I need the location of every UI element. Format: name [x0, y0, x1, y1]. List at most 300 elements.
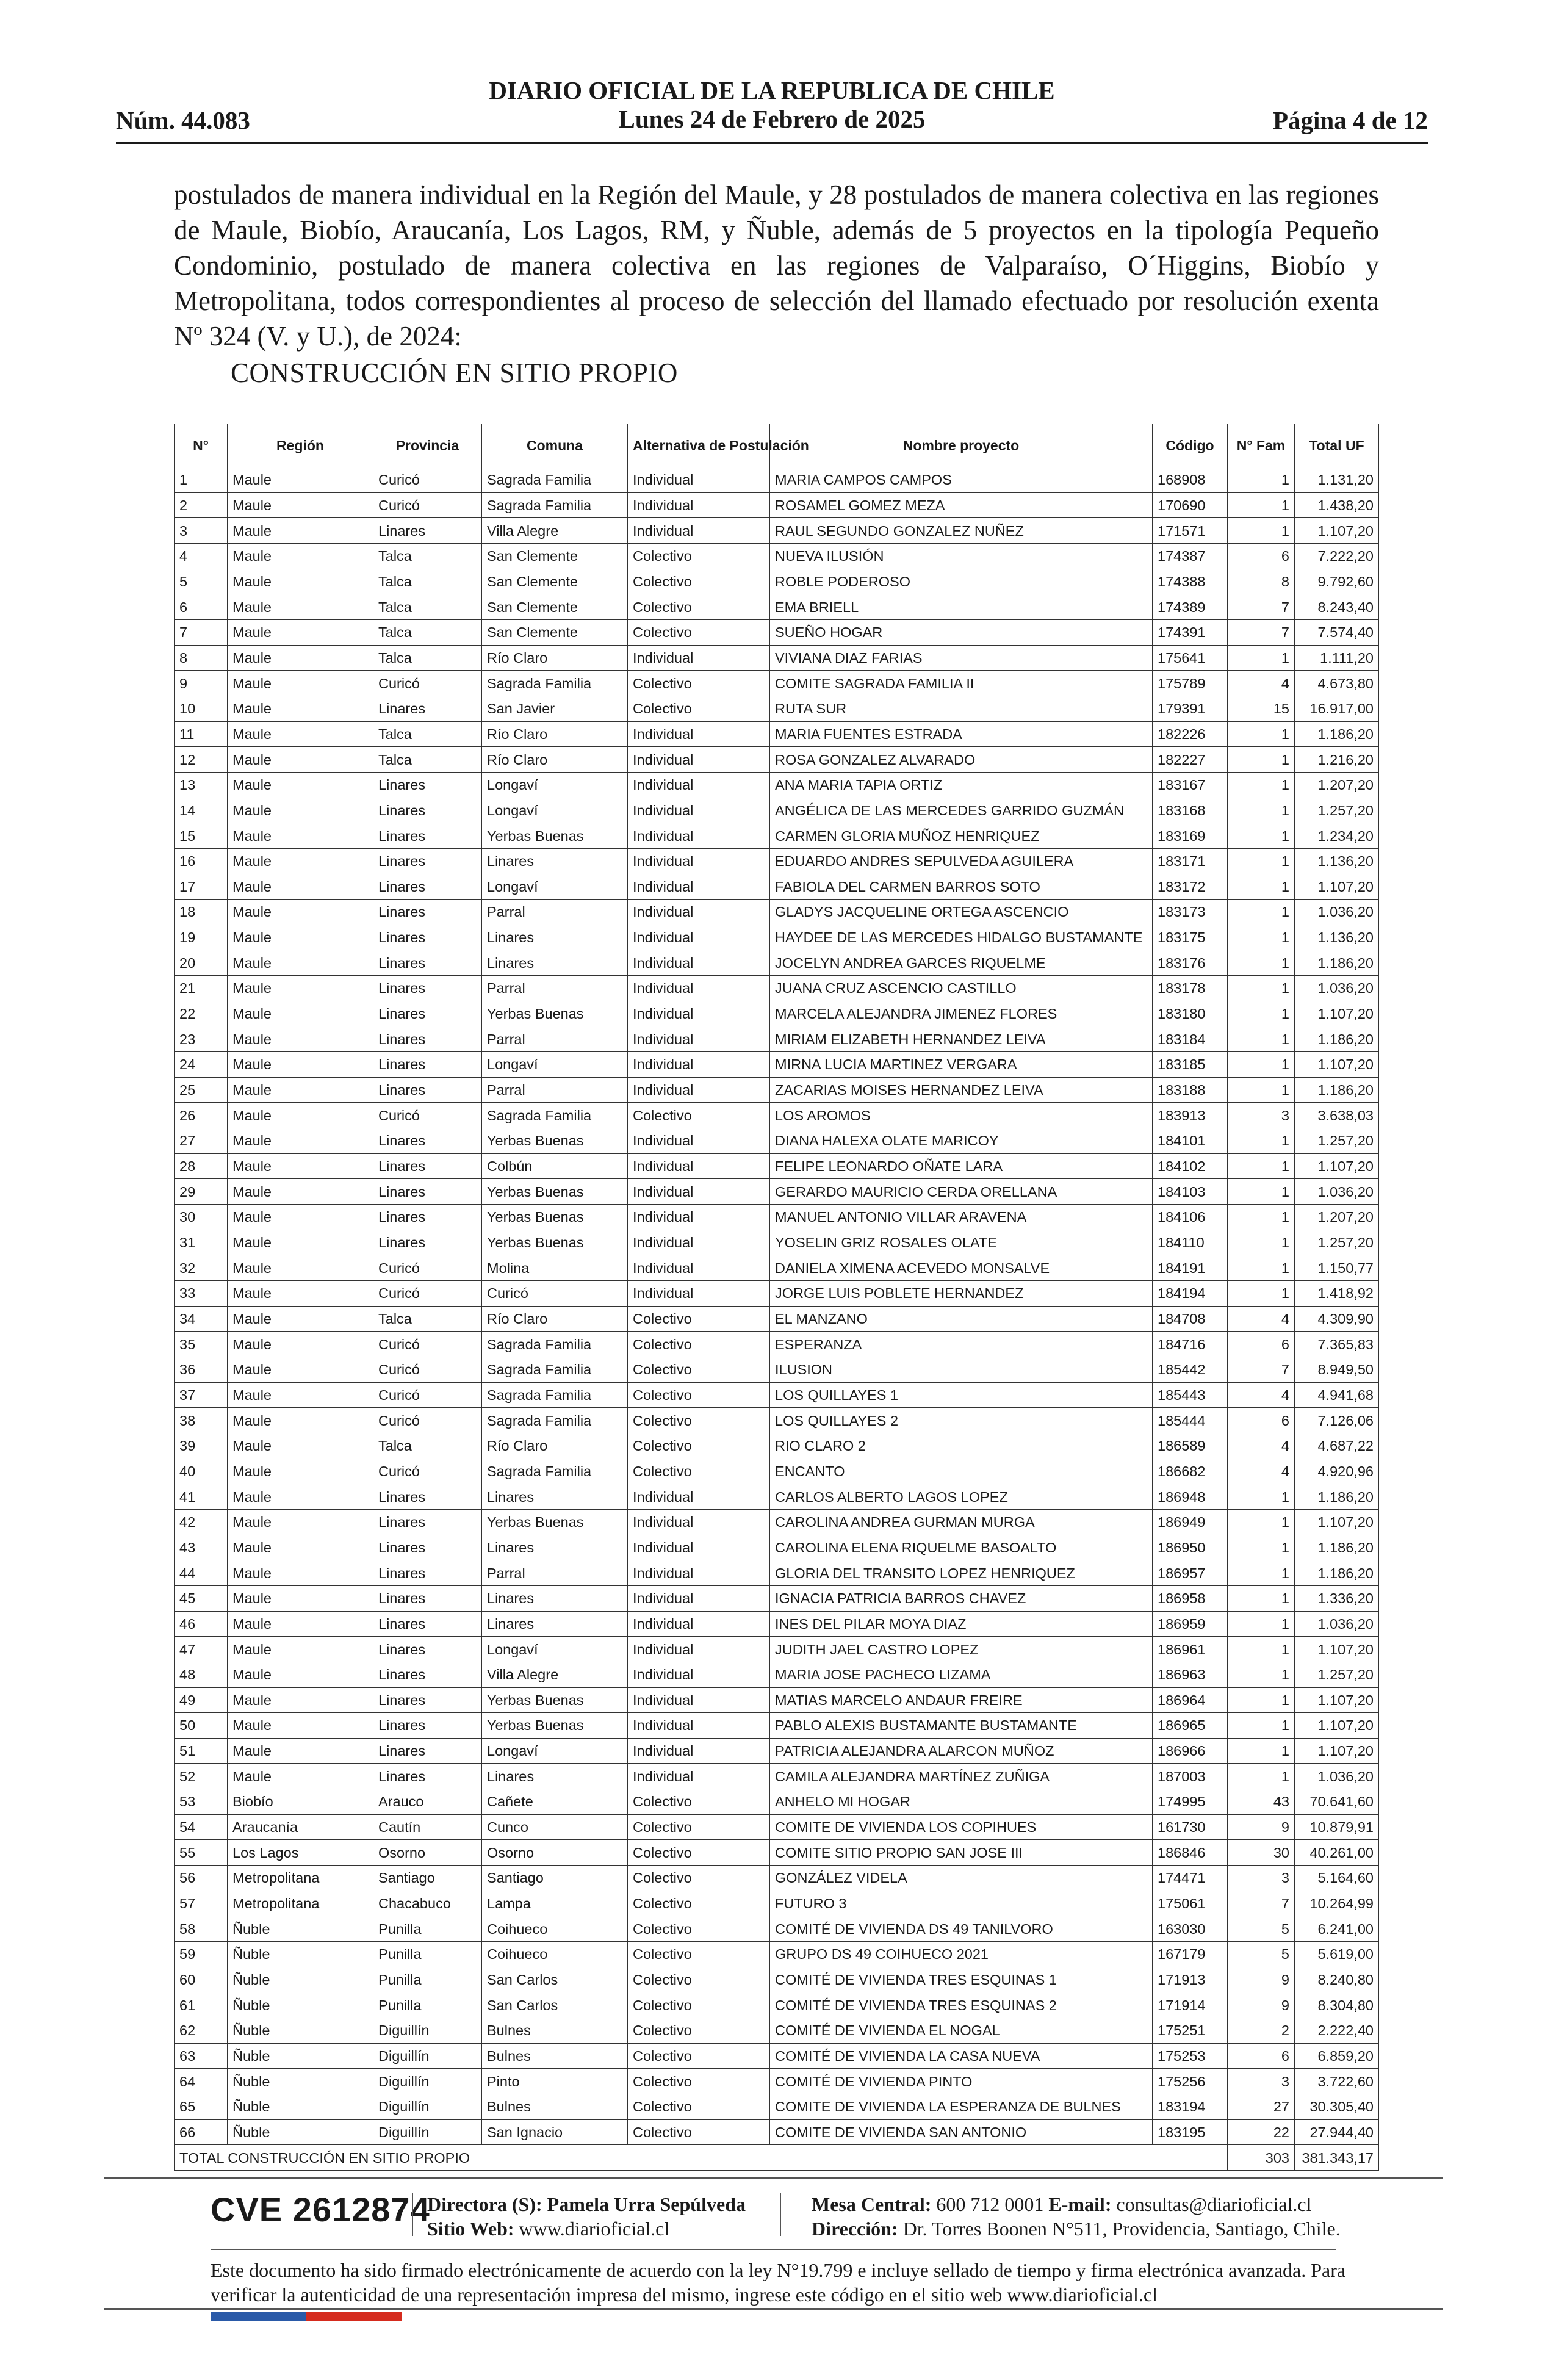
cell-row-number: 26 — [175, 1103, 228, 1128]
cell-total-uf: 1.186,20 — [1295, 950, 1379, 976]
cell-alternativa: Individual — [628, 1764, 770, 1789]
cell-row-number: 18 — [175, 900, 228, 925]
cell-row-number: 49 — [175, 1687, 228, 1713]
total-fam: 303 — [1228, 2145, 1295, 2171]
table-row — [175, 747, 1379, 773]
cell-row-number: 27 — [175, 1128, 228, 1154]
cell-comuna: San Carlos — [482, 1992, 628, 2018]
cell-region: Maule — [228, 721, 373, 747]
cell-alternativa: Individual — [628, 900, 770, 925]
cell-row-number: 57 — [175, 1891, 228, 1916]
cell-nombre-proyecto: LOS AROMOS — [770, 1103, 1153, 1128]
cell-row-number: 21 — [175, 976, 228, 1001]
page-header — [116, 76, 1428, 143]
cell-row-number: 14 — [175, 798, 228, 823]
cell-region: Ñuble — [228, 1916, 373, 1942]
cell-provincia: Linares — [373, 1713, 482, 1739]
cell-codigo: 184106 — [1153, 1205, 1228, 1230]
cell-total-uf: 8.240,80 — [1295, 1967, 1379, 1992]
address-value: Dr. Torres Boonen N°511, Providencia, Santiago, Chile. — [902, 2218, 1341, 2240]
cell-row-number: 1 — [175, 467, 228, 493]
cell-codigo: 174995 — [1153, 1789, 1228, 1815]
total-uf: 381.343,17 — [1295, 2145, 1379, 2171]
cell-region: Maule — [228, 1611, 373, 1637]
table-row — [175, 1611, 1379, 1637]
cell-region: Maule — [228, 1357, 373, 1382]
cell-comuna: Linares — [482, 925, 628, 950]
cell-region: Maule — [228, 1662, 373, 1687]
phone-label: Mesa Central: — [812, 2193, 932, 2215]
cell-provincia: Punilla — [373, 1967, 482, 1992]
cell-provincia: Talca — [373, 569, 482, 594]
cell-nombre-proyecto: JUDITH JAEL CASTRO LOPEZ — [770, 1637, 1153, 1662]
table-row — [175, 645, 1379, 671]
cell-nombre-proyecto: VIVIANA DIAZ FARIAS — [770, 645, 1153, 671]
cell-region: Maule — [228, 1408, 373, 1433]
cell-comuna: Villa Alegre — [482, 518, 628, 544]
cell-provincia: Diguillín — [373, 2119, 482, 2145]
cell-row-number: 23 — [175, 1026, 228, 1052]
cell-row-number: 8 — [175, 645, 228, 671]
table-row — [175, 823, 1379, 849]
cell-row-number: 3 — [175, 518, 228, 544]
cell-comuna: Colbún — [482, 1153, 628, 1179]
cell-region: Maule — [228, 747, 373, 773]
cell-total-uf: 4.941,68 — [1295, 1382, 1379, 1408]
cell-provincia: Punilla — [373, 1916, 482, 1942]
cell-row-number: 31 — [175, 1230, 228, 1255]
cell-provincia: Cautín — [373, 1814, 482, 1840]
cell-total-uf: 1.418,92 — [1295, 1281, 1379, 1307]
cell-n-fam: 4 — [1228, 1306, 1295, 1332]
cell-row-number: 54 — [175, 1814, 228, 1840]
cell-n-fam: 1 — [1228, 518, 1295, 544]
cell-region: Maule — [228, 900, 373, 925]
cell-region: Maule — [228, 543, 373, 569]
cell-codigo: 179391 — [1153, 696, 1228, 721]
cell-codigo: 163030 — [1153, 1916, 1228, 1942]
cell-nombre-proyecto: NUEVA ILUSIÓN — [770, 543, 1153, 569]
cell-total-uf: 8.304,80 — [1295, 1992, 1379, 2018]
col-header-codigo: Código — [1153, 424, 1228, 467]
cell-comuna: Longaví — [482, 772, 628, 798]
cell-region: Maule — [228, 671, 373, 696]
cell-provincia: Linares — [373, 1611, 482, 1637]
cell-codigo: 186965 — [1153, 1713, 1228, 1739]
table-row — [175, 1230, 1379, 1255]
cell-total-uf: 1.131,20 — [1295, 467, 1379, 493]
cell-provincia: Linares — [373, 798, 482, 823]
cell-alternativa: Individual — [628, 467, 770, 493]
cell-codigo: 184101 — [1153, 1128, 1228, 1154]
cell-nombre-proyecto: ROBLE PODEROSO — [770, 569, 1153, 594]
cell-n-fam: 3 — [1228, 2069, 1295, 2094]
cell-codigo: 171914 — [1153, 1992, 1228, 2018]
cell-provincia: Curicó — [373, 1255, 482, 1281]
cell-row-number: 66 — [175, 2119, 228, 2145]
cell-row-number: 12 — [175, 747, 228, 773]
cell-total-uf: 1.207,20 — [1295, 1205, 1379, 1230]
cell-provincia: Linares — [373, 1585, 482, 1611]
cell-codigo: 183168 — [1153, 798, 1228, 823]
cell-codigo: 186959 — [1153, 1611, 1228, 1637]
table-row — [175, 492, 1379, 518]
cell-nombre-proyecto: DANIELA XIMENA ACEVEDO MONSALVE — [770, 1255, 1153, 1281]
section-title: CONSTRUCCIÓN EN SITIO PROPIO — [231, 358, 678, 388]
cell-provincia: Linares — [373, 1509, 482, 1535]
cell-n-fam: 2 — [1228, 2018, 1295, 2044]
cell-total-uf: 1.234,20 — [1295, 823, 1379, 849]
table-row — [175, 1459, 1379, 1484]
cell-alternativa: Colectivo — [628, 1789, 770, 1815]
cell-total-uf: 10.264,99 — [1295, 1891, 1379, 1916]
cell-comuna: Pinto — [482, 2069, 628, 2094]
footer-director-block — [427, 2192, 746, 2241]
cell-row-number: 4 — [175, 543, 228, 569]
cell-nombre-proyecto: CARLOS ALBERTO LAGOS LOPEZ — [770, 1484, 1153, 1510]
footer-divider-bottom — [104, 2308, 1443, 2310]
cell-comuna: Río Claro — [482, 721, 628, 747]
cell-provincia: Curicó — [373, 671, 482, 696]
table-row — [175, 1382, 1379, 1408]
cell-total-uf: 1.186,20 — [1295, 1560, 1379, 1586]
cell-provincia: Arauco — [373, 1789, 482, 1815]
cell-total-uf: 1.257,20 — [1295, 1128, 1379, 1154]
cell-codigo: 184716 — [1153, 1332, 1228, 1357]
cell-comuna: San Clemente — [482, 543, 628, 569]
table-row — [175, 1179, 1379, 1205]
cell-row-number: 20 — [175, 950, 228, 976]
cell-provincia: Linares — [373, 1128, 482, 1154]
cell-region: Maule — [228, 798, 373, 823]
cell-nombre-proyecto: RIO CLARO 2 — [770, 1433, 1153, 1459]
cell-region: Metropolitana — [228, 1866, 373, 1891]
cell-provincia: Linares — [373, 1662, 482, 1687]
cell-row-number: 46 — [175, 1611, 228, 1637]
cell-total-uf: 1.136,20 — [1295, 925, 1379, 950]
cell-nombre-proyecto: JUANA CRUZ ASCENCIO CASTILLO — [770, 976, 1153, 1001]
cell-region: Maule — [228, 1077, 373, 1103]
cell-total-uf: 2.222,40 — [1295, 2018, 1379, 2044]
cell-codigo: 174471 — [1153, 1866, 1228, 1891]
cell-n-fam: 1 — [1228, 772, 1295, 798]
cell-comuna: San Javier — [482, 696, 628, 721]
cell-n-fam: 1 — [1228, 1281, 1295, 1307]
cell-n-fam: 6 — [1228, 1332, 1295, 1357]
cell-nombre-proyecto: GRUPO DS 49 COIHUECO 2021 — [770, 1942, 1153, 1967]
cell-nombre-proyecto: MARIA CAMPOS CAMPOS — [770, 467, 1153, 493]
cell-row-number: 47 — [175, 1637, 228, 1662]
cell-region: Maule — [228, 1128, 373, 1154]
cell-comuna: San Carlos — [482, 1967, 628, 1992]
table-total-row — [175, 2145, 1379, 2171]
cell-n-fam: 1 — [1228, 1484, 1295, 1510]
cell-nombre-proyecto: GERARDO MAURICIO CERDA ORELLANA — [770, 1179, 1153, 1205]
cell-alternativa: Colectivo — [628, 1891, 770, 1916]
cell-codigo: 183167 — [1153, 772, 1228, 798]
cell-provincia: Curicó — [373, 1103, 482, 1128]
site-label: Sitio Web: — [427, 2218, 514, 2240]
table-row — [175, 1509, 1379, 1535]
table-row — [175, 2018, 1379, 2044]
cell-comuna: Sagrada Familia — [482, 467, 628, 493]
cell-region: Araucanía — [228, 1814, 373, 1840]
cell-provincia: Linares — [373, 1001, 482, 1026]
header-center — [116, 76, 1428, 134]
cell-comuna: Coihueco — [482, 1942, 628, 1967]
cell-provincia: Talca — [373, 1306, 482, 1332]
cell-codigo: 183184 — [1153, 1026, 1228, 1052]
cell-nombre-proyecto: ENCANTO — [770, 1459, 1153, 1484]
cell-provincia: Diguillín — [373, 2094, 482, 2120]
cell-comuna: Bulnes — [482, 2094, 628, 2120]
intro-paragraph: postulados de manera individual en la Región del Maule, y 28 postulados de manera colectiva en las regiones de Maule, Biobío, Araucanía, Los Lagos, RM, y Ñuble, además de 5 proyectos en la tipología Pequeño Condominio, postulado de manera colectiva en las regiones de Valparaíso, O´Higgins, Biobío y Metropolitana, todos correspondientes al proceso de selección del llamado efectuado por resolución exenta Nº 324 (V. y U.), de 2024: — [174, 179, 1379, 352]
cell-alternativa: Colectivo — [628, 569, 770, 594]
cell-row-number: 65 — [175, 2094, 228, 2120]
table-row — [175, 1764, 1379, 1789]
cell-nombre-proyecto: CARMEN GLORIA MUÑOZ HENRIQUEZ — [770, 823, 1153, 849]
cell-codigo: 182226 — [1153, 721, 1228, 747]
cell-n-fam: 1 — [1228, 1205, 1295, 1230]
cell-alternativa: Individual — [628, 721, 770, 747]
cell-row-number: 37 — [175, 1382, 228, 1408]
cell-comuna: Yerbas Buenas — [482, 1713, 628, 1739]
cell-row-number: 24 — [175, 1052, 228, 1078]
cell-total-uf: 1.336,20 — [1295, 1585, 1379, 1611]
cell-n-fam: 6 — [1228, 1408, 1295, 1433]
col-header-alternativa: Alternativa de Postulación — [628, 424, 770, 467]
cell-provincia: Chacabuco — [373, 1891, 482, 1916]
cell-nombre-proyecto: LOS QUILLAYES 2 — [770, 1408, 1153, 1433]
cell-nombre-proyecto: DIANA HALEXA OLATE MARICOY — [770, 1128, 1153, 1154]
cell-nombre-proyecto: COMITÉ DE VIVIENDA LA CASA NUEVA — [770, 2043, 1153, 2069]
cell-comuna: Sagrada Familia — [482, 1357, 628, 1382]
cell-row-number: 59 — [175, 1942, 228, 1967]
cell-row-number: 11 — [175, 721, 228, 747]
cell-row-number: 5 — [175, 569, 228, 594]
cell-alternativa: Colectivo — [628, 1967, 770, 1992]
cell-row-number: 56 — [175, 1866, 228, 1891]
cell-codigo: 175251 — [1153, 2018, 1228, 2044]
cell-nombre-proyecto: COMITÉ DE VIVIENDA DS 49 TANILVORO — [770, 1916, 1153, 1942]
cell-region: Maule — [228, 874, 373, 900]
cell-comuna: Longaví — [482, 1738, 628, 1764]
cell-total-uf: 1.107,20 — [1295, 1052, 1379, 1078]
cell-nombre-proyecto: PATRICIA ALEJANDRA ALARCON MUÑOZ — [770, 1738, 1153, 1764]
projects-table — [174, 424, 1379, 2171]
cell-row-number: 63 — [175, 2043, 228, 2069]
cell-codigo: 175253 — [1153, 2043, 1228, 2069]
cell-total-uf: 5.619,00 — [1295, 1942, 1379, 1967]
cell-n-fam: 3 — [1228, 1866, 1295, 1891]
table-row — [175, 950, 1379, 976]
cell-comuna: Parral — [482, 976, 628, 1001]
cell-n-fam: 5 — [1228, 1942, 1295, 1967]
cell-alternativa: Individual — [628, 1738, 770, 1764]
cell-n-fam: 1 — [1228, 1077, 1295, 1103]
email-link[interactable]: consultas@diarioficial.cl — [1116, 2193, 1312, 2215]
cell-comuna: Cañete — [482, 1789, 628, 1815]
cell-nombre-proyecto: ANHELO MI HOGAR — [770, 1789, 1153, 1815]
cell-provincia: Curicó — [373, 1281, 482, 1307]
table-header-row — [175, 424, 1379, 467]
cell-region: Maule — [228, 772, 373, 798]
cell-comuna: Río Claro — [482, 1433, 628, 1459]
cell-alternativa: Colectivo — [628, 1332, 770, 1357]
cell-nombre-proyecto: JORGE LUIS POBLETE HERNANDEZ — [770, 1281, 1153, 1307]
cell-comuna: Yerbas Buenas — [482, 1205, 628, 1230]
footer-divider-middle — [211, 2249, 1336, 2250]
cell-region: Maule — [228, 1230, 373, 1255]
cell-provincia: Talca — [373, 721, 482, 747]
cell-nombre-proyecto: CAMILA ALEJANDRA MARTÍNEZ ZUÑIGA — [770, 1764, 1153, 1789]
cell-provincia: Linares — [373, 1153, 482, 1179]
cell-alternativa: Colectivo — [628, 1840, 770, 1866]
cell-nombre-proyecto: COMITÉ DE VIVIENDA PINTO — [770, 2069, 1153, 2094]
cell-alternativa: Individual — [628, 950, 770, 976]
cell-row-number: 22 — [175, 1001, 228, 1026]
cell-comuna: Longaví — [482, 874, 628, 900]
cell-total-uf: 30.305,40 — [1295, 2094, 1379, 2120]
cell-codigo: 183175 — [1153, 925, 1228, 950]
cell-nombre-proyecto: MARCELA ALEJANDRA JIMENEZ FLORES — [770, 1001, 1153, 1026]
table-row — [175, 1814, 1379, 1840]
cell-region: Maule — [228, 1433, 373, 1459]
cell-provincia: Linares — [373, 696, 482, 721]
table-row — [175, 874, 1379, 900]
cell-comuna: Cunco — [482, 1814, 628, 1840]
table-row — [175, 1001, 1379, 1026]
cell-row-number: 62 — [175, 2018, 228, 2044]
table-row — [175, 2043, 1379, 2069]
cell-n-fam: 1 — [1228, 925, 1295, 950]
cell-region: Maule — [228, 518, 373, 544]
cell-region: Biobío — [228, 1789, 373, 1815]
cell-n-fam: 1 — [1228, 823, 1295, 849]
cell-row-number: 17 — [175, 874, 228, 900]
cell-comuna: Yerbas Buenas — [482, 823, 628, 849]
cell-comuna: Bulnes — [482, 2018, 628, 2044]
cell-row-number: 38 — [175, 1408, 228, 1433]
cell-comuna: Yerbas Buenas — [482, 1687, 628, 1713]
cell-n-fam: 1 — [1228, 848, 1295, 874]
cell-total-uf: 1.257,20 — [1295, 798, 1379, 823]
cell-total-uf: 1.107,20 — [1295, 1001, 1379, 1026]
table-row — [175, 1637, 1379, 1662]
cell-provincia: Santiago — [373, 1866, 482, 1891]
cell-alternativa: Colectivo — [628, 2119, 770, 2145]
cell-alternativa: Individual — [628, 823, 770, 849]
cell-alternativa: Colectivo — [628, 1306, 770, 1332]
cell-codigo: 186682 — [1153, 1459, 1228, 1484]
cell-nombre-proyecto: FABIOLA DEL CARMEN BARROS SOTO — [770, 874, 1153, 900]
cell-total-uf: 1.036,20 — [1295, 976, 1379, 1001]
cell-region: Maule — [228, 1738, 373, 1764]
cell-nombre-proyecto: FELIPE LEONARDO OÑATE LARA — [770, 1153, 1153, 1179]
cell-alternativa: Colectivo — [628, 1433, 770, 1459]
cell-total-uf: 7.126,06 — [1295, 1408, 1379, 1433]
cell-provincia: Curicó — [373, 1332, 482, 1357]
cell-alternativa: Colectivo — [628, 2094, 770, 2120]
table-row — [175, 848, 1379, 874]
cell-row-number: 53 — [175, 1789, 228, 1815]
cell-alternativa: Colectivo — [628, 1459, 770, 1484]
cell-n-fam: 1 — [1228, 1153, 1295, 1179]
cell-alternativa: Individual — [628, 1255, 770, 1281]
cell-alternativa: Individual — [628, 1281, 770, 1307]
cell-total-uf: 1.186,20 — [1295, 721, 1379, 747]
cell-nombre-proyecto: SUEÑO HOGAR — [770, 619, 1153, 645]
table-row — [175, 1433, 1379, 1459]
cell-row-number: 32 — [175, 1255, 228, 1281]
flag-stripe-red — [306, 2312, 402, 2321]
cell-row-number: 25 — [175, 1077, 228, 1103]
cell-provincia: Diguillín — [373, 2043, 482, 2069]
cell-region: Metropolitana — [228, 1891, 373, 1916]
cell-codigo: 175641 — [1153, 645, 1228, 671]
cell-nombre-proyecto: COMITÉ DE VIVIENDA EL NOGAL — [770, 2018, 1153, 2044]
cell-alternativa: Individual — [628, 747, 770, 773]
cell-alternativa: Colectivo — [628, 2018, 770, 2044]
cell-codigo: 170690 — [1153, 492, 1228, 518]
cell-n-fam: 1 — [1228, 1509, 1295, 1535]
cell-row-number: 50 — [175, 1713, 228, 1739]
cell-region: Maule — [228, 645, 373, 671]
cell-alternativa: Individual — [628, 772, 770, 798]
cell-comuna: Bulnes — [482, 2043, 628, 2069]
cell-row-number: 16 — [175, 848, 228, 874]
cell-alternativa: Individual — [628, 1509, 770, 1535]
cell-n-fam: 1 — [1228, 1560, 1295, 1586]
col-header-comuna: Comuna — [482, 424, 628, 467]
cell-nombre-proyecto: LOS QUILLAYES 1 — [770, 1382, 1153, 1408]
cell-n-fam: 1 — [1228, 1535, 1295, 1560]
cell-total-uf: 1.107,20 — [1295, 1153, 1379, 1179]
site-link[interactable]: www.diarioficial.cl — [519, 2218, 670, 2240]
cell-alternativa: Individual — [628, 1687, 770, 1713]
cell-region: Maule — [228, 1585, 373, 1611]
cell-codigo: 171571 — [1153, 518, 1228, 544]
cell-total-uf: 9.792,60 — [1295, 569, 1379, 594]
cell-codigo: 186964 — [1153, 1687, 1228, 1713]
table-row — [175, 1713, 1379, 1739]
cell-row-number: 58 — [175, 1916, 228, 1942]
cell-total-uf: 27.944,40 — [1295, 2119, 1379, 2145]
cell-provincia: Punilla — [373, 1992, 482, 2018]
table-row — [175, 1738, 1379, 1764]
cell-codigo: 174387 — [1153, 543, 1228, 569]
cell-region: Maule — [228, 1535, 373, 1560]
cell-nombre-proyecto: COMITE SAGRADA FAMILIA II — [770, 671, 1153, 696]
cell-n-fam: 1 — [1228, 1662, 1295, 1687]
cell-n-fam: 5 — [1228, 1916, 1295, 1942]
cell-row-number: 15 — [175, 823, 228, 849]
cell-n-fam: 9 — [1228, 1814, 1295, 1840]
cell-codigo: 183188 — [1153, 1077, 1228, 1103]
cell-n-fam: 1 — [1228, 900, 1295, 925]
cell-region: Maule — [228, 1637, 373, 1662]
cell-codigo: 174388 — [1153, 569, 1228, 594]
cell-codigo: 183172 — [1153, 874, 1228, 900]
table-row — [175, 2069, 1379, 2094]
cell-alternativa: Individual — [628, 1128, 770, 1154]
cell-region: Maule — [228, 1052, 373, 1078]
cell-provincia: Linares — [373, 900, 482, 925]
cell-nombre-proyecto: COMITÉ DE VIVIENDA TRES ESQUINAS 2 — [770, 1992, 1153, 2018]
cell-region: Maule — [228, 467, 373, 493]
cell-region: Maule — [228, 492, 373, 518]
cell-provincia: Curicó — [373, 1382, 482, 1408]
